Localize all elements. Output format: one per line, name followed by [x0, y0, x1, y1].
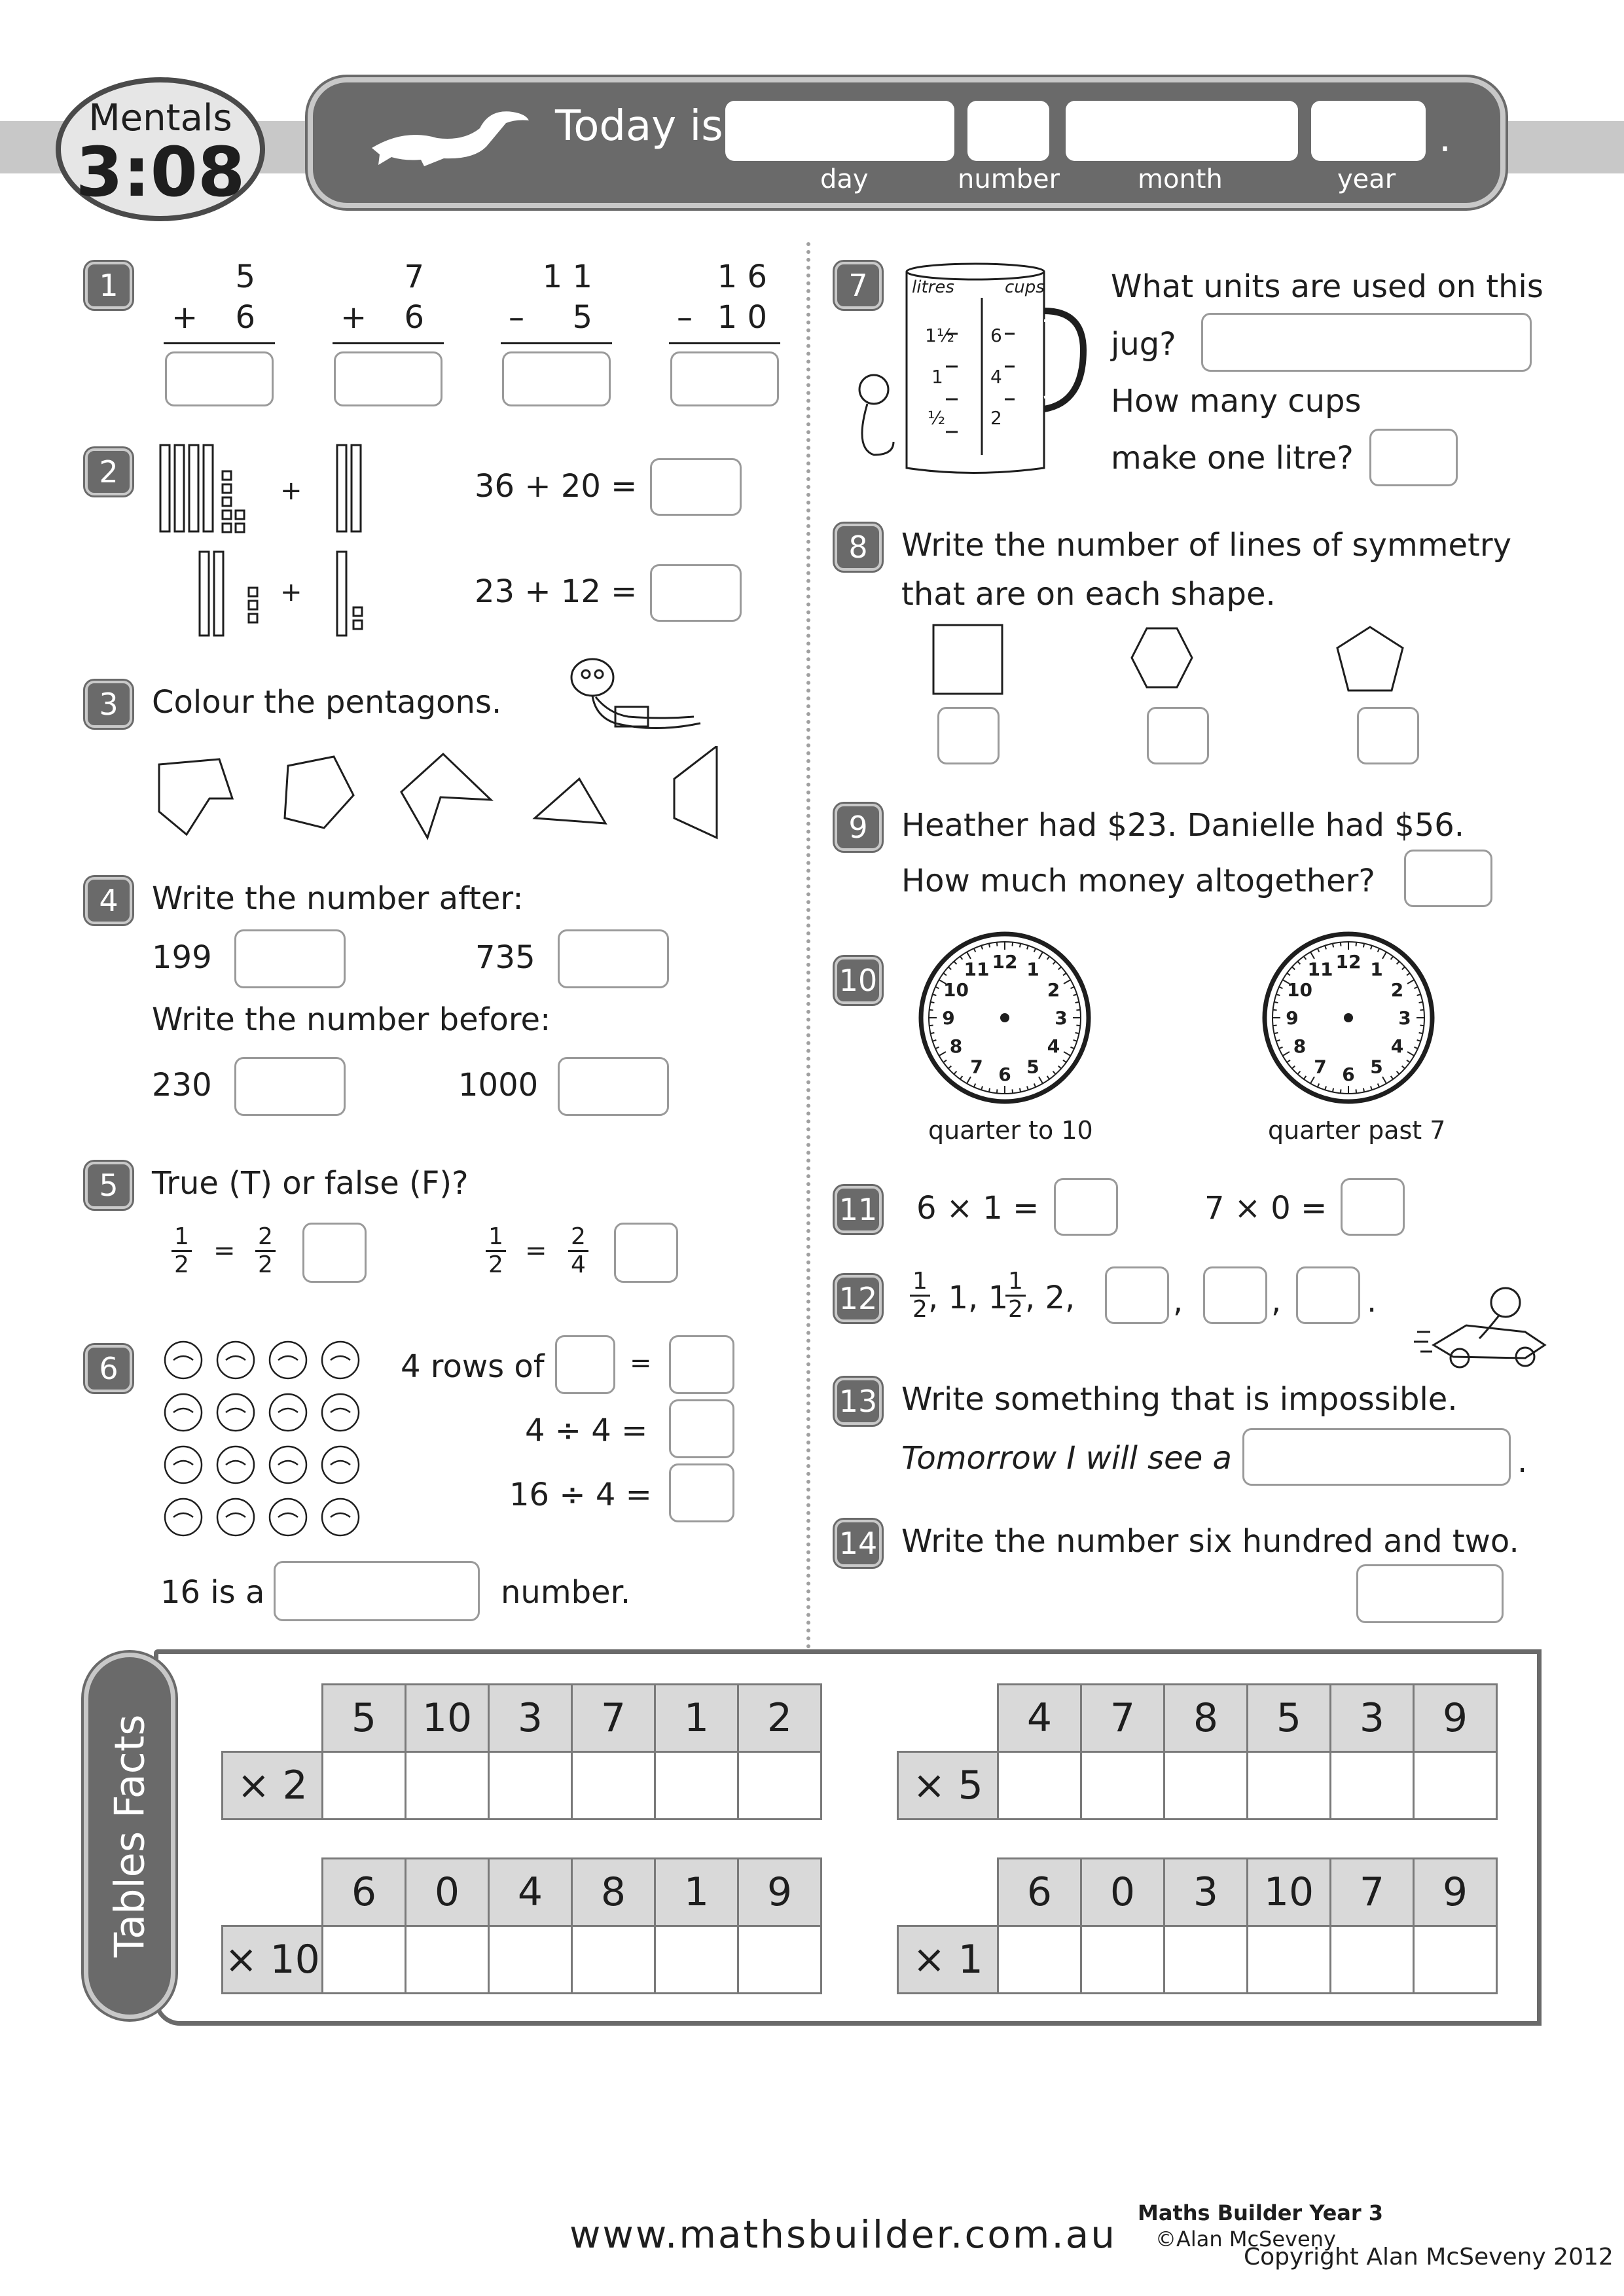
q6-number: 6: [85, 1345, 132, 1392]
q1-sum-top: 1 6: [717, 259, 767, 295]
q9-answer[interactable]: [1404, 850, 1492, 907]
clock-number: 6: [1342, 1064, 1355, 1085]
shape-pentagon[interactable]: [285, 757, 353, 828]
date-number-box[interactable]: [967, 101, 1049, 161]
q1-sum-op: +: [171, 299, 198, 336]
today-label: Today is: [555, 102, 723, 151]
clock-number: 10: [1287, 979, 1313, 1001]
q1-sum-2: [333, 259, 444, 409]
answer-cell[interactable]: [489, 1926, 572, 1994]
date-label-month: month: [1138, 164, 1223, 194]
q13-period: .: [1517, 1443, 1528, 1480]
clock-number: 2: [1390, 979, 1404, 1001]
times-10-grid: [221, 1857, 822, 1994]
q5-prompt: True (T) or false (F)?: [152, 1165, 469, 1202]
q4-after-answer-2[interactable]: [558, 929, 669, 988]
q1-sum-op: –: [677, 299, 693, 336]
worm-racecar-icon: [1414, 1280, 1558, 1371]
q5-fraction-a2: [486, 1224, 506, 1278]
q14-answer[interactable]: [1356, 1564, 1504, 1623]
footer-book: Maths Builder Year 3: [1138, 2200, 1384, 2225]
answer-cell[interactable]: [406, 1926, 489, 1994]
q2-equation-2: 23 + 12 =: [475, 573, 638, 610]
q12-answer-3[interactable]: [1296, 1266, 1360, 1324]
q1-answer-box[interactable]: [502, 351, 611, 406]
q8-line-2: that are on each shape.: [901, 576, 1276, 613]
numerator: 1: [486, 1224, 506, 1252]
table-cell: 10: [1248, 1859, 1331, 1926]
footer-author: ©Alan McSeveny: [1155, 2227, 1336, 2251]
q1-sum-3: [501, 259, 612, 409]
q10-caption-1: quarter to 10: [928, 1116, 1093, 1145]
clock-number: 2: [1047, 979, 1060, 1001]
base-ten-blocks-row2: [157, 548, 373, 640]
q4-after-value-1: 199: [152, 939, 212, 976]
clock-number: 4: [1390, 1035, 1404, 1057]
clock-face-icon: [1260, 929, 1437, 1106]
answer-cell[interactable]: [1414, 1926, 1497, 1994]
clock-number: 1: [1370, 958, 1383, 980]
table-answer-row: [898, 1926, 1497, 1994]
q7-line-2: jug?: [1111, 326, 1176, 363]
table-cell: 2: [738, 1685, 821, 1752]
q6-division-2: 16 ÷ 4 =: [509, 1477, 652, 1513]
q6-rows-of-result[interactable]: [669, 1335, 734, 1394]
clock-number: 6: [998, 1064, 1011, 1085]
answer-cell[interactable]: [1248, 1752, 1331, 1820]
answer-cell[interactable]: [1081, 1752, 1164, 1820]
clock-number: 8: [949, 1035, 963, 1057]
table-cell: 9: [1414, 1859, 1497, 1926]
q7-line-1: What units are used on this: [1111, 268, 1543, 305]
answer-cell[interactable]: [323, 1926, 406, 1994]
q11-answer-2[interactable]: [1341, 1178, 1405, 1236]
jug-mark: 4: [990, 366, 1002, 387]
q5-equals-1: =: [213, 1236, 236, 1266]
table-header-row: [898, 1859, 1497, 1926]
jug-mark: 1: [931, 366, 943, 387]
sheet-number: 3:08: [75, 132, 245, 212]
answer-cell[interactable]: [998, 1926, 1081, 1994]
q3-prompt: Colour the pentagons.: [152, 684, 502, 721]
q8-line-1: Write the number of lines of symmetry: [901, 527, 1511, 564]
plesiosaur-icon: [365, 102, 535, 174]
answer-cell[interactable]: [489, 1752, 572, 1820]
q5-answer-1[interactable]: [302, 1223, 367, 1283]
tables-facts-tab: [84, 1653, 175, 2019]
clock-number: 4: [1047, 1035, 1060, 1057]
q11-equation-1: 6 × 1 =: [916, 1190, 1039, 1227]
q11-answer-1[interactable]: [1054, 1178, 1118, 1236]
answer-cell[interactable]: [1164, 1752, 1248, 1820]
mentals-badge: [56, 77, 265, 221]
q2-equation-1: 36 + 20 =: [475, 468, 638, 505]
q6-division-1-answer[interactable]: [669, 1399, 734, 1458]
q1-sum-4: [669, 259, 780, 409]
date-banner: [308, 77, 1506, 208]
denominator: 2: [488, 1251, 503, 1278]
q7-line-4: make one litre?: [1111, 440, 1354, 476]
table-cell: 1: [655, 1685, 738, 1752]
q1-sum-top: 1 1: [542, 259, 592, 295]
date-month-box[interactable]: [1066, 101, 1298, 161]
clock-number: 11: [1307, 958, 1333, 980]
q12-comma-2: ,: [1271, 1283, 1282, 1319]
clock-number: 3: [1398, 1007, 1411, 1029]
clock-number: 5: [1026, 1056, 1039, 1078]
table-cell: 7: [1081, 1685, 1164, 1752]
clock-number: 10: [943, 979, 969, 1001]
q13-sentence: Tomorrow I will see a: [901, 1440, 1232, 1477]
jug-mark: 2: [990, 407, 1002, 429]
q6-equals: =: [630, 1348, 652, 1378]
q3-shapes: [147, 746, 736, 844]
q1-sum-top: 5: [235, 259, 255, 295]
table-cell: 4: [489, 1859, 572, 1926]
q8-answer-2[interactable]: [1147, 707, 1209, 764]
answer-cell[interactable]: [655, 1926, 738, 1994]
q7-number: 7: [835, 262, 882, 309]
clock-number: 5: [1370, 1056, 1383, 1078]
q14-number: 14: [835, 1520, 882, 1567]
q6-rows-of: 4 rows of: [401, 1348, 545, 1385]
clock-number: 8: [1293, 1035, 1307, 1057]
answer-cell[interactable]: [1414, 1752, 1497, 1820]
q1-sum-bottom: 1 0: [717, 299, 767, 336]
table-operator: × 2: [223, 1752, 323, 1820]
clock-number: 12: [1335, 951, 1362, 973]
q6-sentence-answer[interactable]: [274, 1561, 480, 1621]
q12-comma-1: ,: [1173, 1283, 1183, 1319]
denominator: 2: [1008, 1296, 1023, 1323]
denominator: 4: [571, 1251, 586, 1278]
table-cell: 3: [1164, 1859, 1248, 1926]
shape-pentagon: [1337, 627, 1403, 691]
date-period: .: [1439, 115, 1452, 161]
q2-answer-1[interactable]: [650, 458, 742, 516]
table-operator: × 1: [898, 1926, 998, 1994]
q2-number: 2: [85, 448, 132, 495]
q1-sum-op: –: [509, 299, 524, 336]
table-cell: 5: [1248, 1685, 1331, 1752]
clock-number: 1: [1026, 958, 1039, 980]
denominator: 2: [258, 1251, 273, 1278]
clock-number: 9: [942, 1007, 955, 1029]
measuring-jug-icon: [848, 259, 1096, 481]
q5-fraction-a1: [171, 1224, 192, 1278]
footer-website: www.mathsbuilder.com.au: [569, 2212, 1117, 2257]
table-cell: 10: [406, 1685, 489, 1752]
q1-sum-bottom: 6: [235, 299, 255, 336]
q7-cups-answer[interactable]: [1369, 429, 1458, 486]
table-header-row: [223, 1859, 821, 1926]
q2-plus-2: +: [280, 577, 302, 607]
numerator: 2: [568, 1224, 588, 1252]
answer-cell[interactable]: [1248, 1926, 1331, 1994]
numerator: 1: [910, 1268, 930, 1297]
jug-litres-label: litres: [912, 278, 954, 297]
q6-division-2-answer[interactable]: [669, 1463, 734, 1522]
header-band-right: [1506, 121, 1624, 173]
table-cell: 7: [572, 1685, 655, 1752]
q6-division-1: 4 ÷ 4 =: [525, 1412, 648, 1449]
table-cell: 5: [323, 1685, 406, 1752]
jug-mark: ½: [928, 407, 946, 429]
q11-number: 11: [835, 1186, 882, 1233]
tables-facts-title: Tables Facts: [105, 1714, 154, 1958]
creature-array-icon: [157, 1335, 380, 1545]
q9-number: 9: [835, 804, 882, 851]
q4-before-value-2: 1000: [458, 1067, 539, 1103]
q12-sequence-part-1: , 1, 1: [928, 1280, 1009, 1316]
q6-sentence-start: 16 is a: [160, 1574, 265, 1611]
q4-after-value-2: 735: [475, 939, 535, 976]
table-operator: × 5: [898, 1752, 998, 1820]
answer-cell[interactable]: [1331, 1926, 1414, 1994]
table-cell: 6: [998, 1859, 1081, 1926]
q12-answer-1[interactable]: [1105, 1266, 1169, 1324]
answer-cell[interactable]: [406, 1752, 489, 1820]
q5-number: 5: [85, 1162, 132, 1209]
q2-answer-2[interactable]: [650, 564, 742, 622]
table-cell: 8: [572, 1859, 655, 1926]
q1-answer-box[interactable]: [670, 351, 779, 406]
answer-cell[interactable]: [655, 1752, 738, 1820]
denominator: 2: [912, 1296, 928, 1323]
answer-cell[interactable]: [998, 1752, 1081, 1820]
table-cell: 4: [998, 1685, 1081, 1752]
clock-number: 9: [1286, 1007, 1299, 1029]
jug-mark: 6: [990, 325, 1002, 346]
q1-answer-box[interactable]: [334, 351, 442, 406]
date-label-number: number: [958, 164, 1060, 194]
table-cell: 9: [1414, 1685, 1497, 1752]
worm-reading-icon: [563, 651, 713, 743]
mentals-label: Mentals: [88, 97, 232, 139]
answer-cell[interactable]: [1081, 1926, 1164, 1994]
shape-square: [933, 625, 1002, 694]
q12-fraction-b: [1005, 1268, 1026, 1323]
q12-sequence-part-2: , 2,: [1025, 1280, 1075, 1316]
clock-number: 3: [1055, 1007, 1068, 1029]
shape-triangle[interactable]: [535, 779, 605, 823]
q4-before-answer-2[interactable]: [558, 1057, 669, 1116]
q13-number: 13: [835, 1378, 882, 1425]
numerator: 1: [171, 1224, 192, 1252]
numerator: 2: [255, 1224, 276, 1252]
q4-after-answer-1[interactable]: [234, 929, 346, 988]
q7-line-3: How many cups: [1111, 383, 1362, 420]
denominator: 2: [174, 1251, 189, 1278]
q11-equation-2: 7 × 0 =: [1204, 1190, 1327, 1227]
q9-line-1: Heather had $23. Danielle had $56.: [901, 807, 1465, 844]
numerator: 1: [1005, 1268, 1026, 1297]
answer-cell[interactable]: [738, 1926, 821, 1994]
clock-left[interactable]: [916, 929, 1093, 1106]
base-ten-blocks-row1: [157, 442, 373, 537]
column-divider: [806, 242, 810, 1649]
table-header-row: [898, 1685, 1497, 1752]
answer-cell[interactable]: [572, 1926, 655, 1994]
table-cell: 0: [1081, 1859, 1164, 1926]
answer-cell[interactable]: [323, 1752, 406, 1820]
clock-number: 7: [1314, 1056, 1327, 1078]
q13-prompt: Write something that is impossible.: [901, 1381, 1458, 1418]
answer-cell[interactable]: [1164, 1926, 1248, 1994]
shape-hexagon: [1132, 628, 1192, 687]
q7-units-answer[interactable]: [1201, 313, 1532, 372]
table-answer-row: [223, 1926, 821, 1994]
shape-irregular-1[interactable]: [159, 759, 232, 834]
table-cell: 7: [1331, 1859, 1414, 1926]
q1-sum-line: [333, 342, 444, 344]
footer-copyright: Copyright Alan McSeveny 2012: [1244, 2244, 1614, 2270]
answer-cell[interactable]: [738, 1752, 821, 1820]
clock-number: 7: [970, 1056, 983, 1078]
q12-number: 12: [835, 1275, 882, 1322]
q8-shapes: [916, 619, 1492, 704]
q12-period: .: [1367, 1283, 1377, 1319]
q5-answer-2[interactable]: [614, 1223, 678, 1283]
q1-sum-bottom: 5: [572, 299, 592, 336]
table-answer-row: [898, 1752, 1497, 1820]
table-cell: 8: [1164, 1685, 1248, 1752]
q12-answer-2[interactable]: [1203, 1266, 1267, 1324]
q4-before-value-1: 230: [152, 1067, 212, 1103]
clock-number: 11: [964, 958, 990, 980]
table-operator: × 10: [223, 1926, 323, 1994]
q5-fraction-b1: [255, 1224, 276, 1278]
shape-arrow[interactable]: [401, 754, 491, 838]
times-5-grid: [897, 1683, 1498, 1820]
q1-sum-line: [164, 342, 275, 344]
q1-sum-op: +: [340, 299, 367, 336]
q1-sum-bottom: 6: [404, 299, 424, 336]
table-cell: 3: [489, 1685, 572, 1752]
date-day-box[interactable]: [725, 101, 954, 161]
q10-number: 10: [835, 957, 882, 1004]
table-cell: 9: [738, 1859, 821, 1926]
q14-prompt: Write the number six hundred and two.: [901, 1523, 1519, 1560]
q4-before-answer-1[interactable]: [234, 1057, 346, 1116]
jug-mark: 1½: [925, 325, 954, 346]
times-2-grid: [221, 1683, 822, 1820]
q13-answer[interactable]: [1242, 1428, 1511, 1486]
q6-sentence-end: number.: [501, 1574, 631, 1611]
table-header-row: [223, 1685, 821, 1752]
table-answer-row: [223, 1752, 821, 1820]
table-cell: 0: [406, 1859, 489, 1926]
clock-right[interactable]: [1260, 929, 1437, 1106]
clock-number: 12: [992, 951, 1018, 973]
q1-sum-line: [669, 342, 780, 344]
q1-sum-line: [501, 342, 612, 344]
q1-number: 1: [85, 262, 132, 309]
q1-sum-top: 7: [404, 259, 424, 295]
q6-rows-of-answer[interactable]: [555, 1335, 615, 1394]
q5-fraction-b2: [568, 1224, 588, 1278]
q4-after-prompt: Write the number after:: [152, 880, 524, 917]
jug-cups-label: cups: [1005, 278, 1045, 297]
q12-fraction-a: [910, 1268, 930, 1323]
q10-caption-2: quarter past 7: [1268, 1116, 1446, 1145]
shape-quadrilateral[interactable]: [674, 746, 717, 838]
q2-plus-1: +: [280, 476, 302, 506]
q8-answer-3[interactable]: [1357, 707, 1419, 764]
date-label-day: day: [820, 164, 869, 194]
q9-line-2: How much money altogether?: [901, 863, 1375, 899]
table-cell: 1: [655, 1859, 738, 1926]
q8-number: 8: [835, 524, 882, 571]
date-year-box[interactable]: [1311, 101, 1426, 161]
table-cell: 6: [323, 1859, 406, 1926]
q4-number: 4: [85, 877, 132, 924]
q8-answer-1[interactable]: [937, 707, 1000, 764]
q1-answer-box[interactable]: [165, 351, 274, 406]
answer-cell[interactable]: [1331, 1752, 1414, 1820]
q1-sum-1: [164, 259, 275, 409]
date-label-year: year: [1337, 164, 1396, 194]
q5-equals-2: =: [525, 1236, 547, 1266]
q3-number: 3: [85, 681, 132, 728]
q4-before-prompt: Write the number before:: [152, 1001, 551, 1038]
answer-cell[interactable]: [572, 1752, 655, 1820]
times-1-grid: [897, 1857, 1498, 1994]
clock-face-icon: [916, 929, 1093, 1106]
table-cell: 3: [1331, 1685, 1414, 1752]
